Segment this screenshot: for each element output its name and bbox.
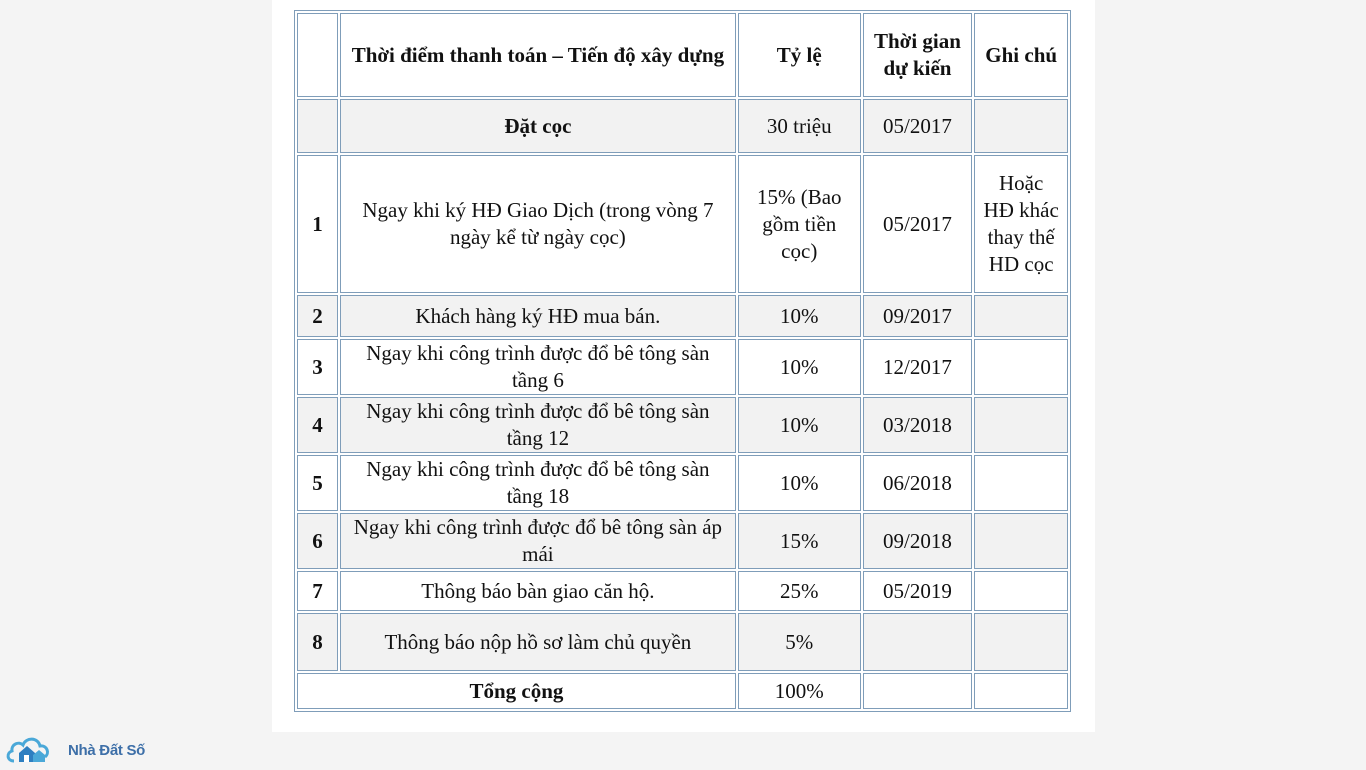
table-row (297, 155, 1068, 293)
row-time: 09/2017 (863, 295, 973, 337)
row-time: 06/2018 (863, 455, 973, 511)
table-row (297, 339, 1068, 395)
row-index: 8 (297, 613, 338, 671)
document-page (272, 0, 1095, 732)
header-milestone: Thời điểm thanh toán – Tiến độ xây dựng (340, 13, 736, 97)
row-milestone: Ngay khi công trình được đổ bê tông sàn tầng 6 (340, 339, 736, 395)
table-row (297, 513, 1068, 569)
table-row (297, 455, 1068, 511)
row-milestone: Thông báo nộp hồ sơ làm chủ quyền (340, 613, 736, 671)
row-note (974, 571, 1068, 611)
row-milestone: Khách hàng ký HĐ mua bán. (340, 295, 736, 337)
row-index: 5 (297, 455, 338, 511)
row-rate: 5% (738, 613, 861, 671)
row-rate: 25% (738, 571, 861, 611)
header-note: Ghi chú (974, 13, 1068, 97)
row-time (863, 613, 973, 671)
row-rate: 10% (738, 397, 861, 453)
row-time: 09/2018 (863, 513, 973, 569)
row-note (974, 613, 1068, 671)
row-time: 12/2017 (863, 339, 973, 395)
row-index: 7 (297, 571, 338, 611)
row-note (974, 397, 1068, 453)
row-milestone: Ngay khi ký HĐ Giao Dịch (trong vòng 7 ngày kể từ ngày cọc) (340, 155, 736, 293)
total-time (863, 673, 973, 709)
row-milestone: Ngay khi công trình được đổ bê tông sàn áp mái (340, 513, 736, 569)
deposit-milestone: Đặt cọc (340, 99, 736, 153)
row-note (974, 455, 1068, 511)
row-rate: 15% (Bao gồm tiền cọc) (738, 155, 861, 293)
table-row (297, 397, 1068, 453)
table-row (297, 613, 1068, 671)
row-milestone: Ngay khi công trình được đổ bê tông sàn tầng 18 (340, 455, 736, 511)
header-index (297, 13, 338, 97)
row-index: 1 (297, 155, 338, 293)
row-index: 4 (297, 397, 338, 453)
site-logo[interactable] (4, 733, 145, 768)
row-time: 05/2017 (863, 155, 973, 293)
total-rate: 100% (738, 673, 861, 709)
total-note (974, 673, 1068, 709)
deposit-row (297, 99, 1068, 153)
row-note (974, 339, 1068, 395)
header-rate: Tỷ lệ (738, 13, 861, 97)
table-row (297, 295, 1068, 337)
row-index: 3 (297, 339, 338, 395)
row-index: 6 (297, 513, 338, 569)
deposit-rate: 30 triệu (738, 99, 861, 153)
row-rate: 10% (738, 339, 861, 395)
header-row (297, 13, 1068, 97)
row-rate: 10% (738, 295, 861, 337)
row-note: Hoặc HĐ khác thay thế HD cọc (974, 155, 1068, 293)
row-index: 2 (297, 295, 338, 337)
table-row (297, 571, 1068, 611)
payment-schedule-table (294, 10, 1071, 712)
deposit-index (297, 99, 338, 153)
deposit-time: 05/2017 (863, 99, 973, 153)
row-milestone: Thông báo bàn giao căn hộ. (340, 571, 736, 611)
row-rate: 10% (738, 455, 861, 511)
row-milestone: Ngay khi công trình được đổ bê tông sàn tầng 12 (340, 397, 736, 453)
row-note (974, 513, 1068, 569)
deposit-note (974, 99, 1068, 153)
row-time: 05/2019 (863, 571, 973, 611)
header-expected-time: Thời gian dự kiến (863, 13, 973, 97)
cloud-house-icon (4, 731, 66, 770)
total-row (297, 673, 1068, 709)
row-note (974, 295, 1068, 337)
logo-text: Nhà Đất Số (68, 742, 146, 759)
row-rate: 15% (738, 513, 861, 569)
total-label: Tổng cộng (297, 673, 736, 709)
row-time: 03/2018 (863, 397, 973, 453)
